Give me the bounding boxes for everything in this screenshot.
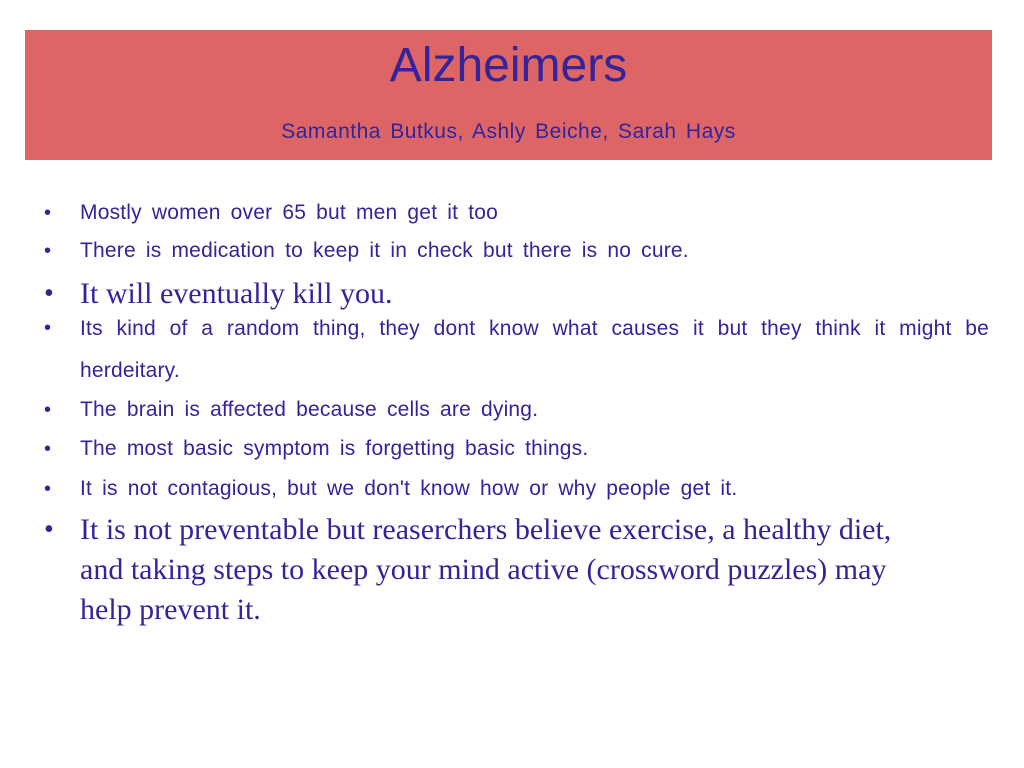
bullet-icon: • (44, 438, 52, 460)
bullet-item (44, 429, 989, 469)
bullet-item (44, 390, 989, 430)
bullet-text: Mostly women over 65 but men get it too (80, 201, 498, 224)
title-banner (25, 30, 992, 160)
bullet-text: It is not preventable but reaserchers believe exercise, a healthy diet, and taking steps to keep your mind active (crossword puzzles) may help prevent it. (80, 513, 892, 626)
bullet-text: Its kind of a random thing, they dont know what causes it but they think it might be herdeitary. (80, 317, 989, 382)
bullet-item (44, 308, 989, 392)
slide-subtitle: Samantha Butkus, Ashly Beiche, Sarah Hays (281, 120, 736, 143)
bullet-icon: • (44, 240, 52, 262)
bullet-item (44, 193, 989, 233)
bullet-icon: • (44, 202, 52, 224)
bullet-text: The most basic symptom is forgetting basic things. (80, 437, 589, 460)
bullet-icon: • (44, 399, 52, 421)
bullet-item (44, 469, 989, 509)
bullet-icon: • (44, 514, 54, 545)
bullet-text: It is not contagious, but we don't know how or why people get it. (80, 477, 738, 500)
slide-title: Alzheimers (389, 39, 628, 92)
bullet-text: The brain is affected because cells are dying. (80, 398, 539, 421)
bullet-icon: • (44, 278, 54, 309)
bullet-item (44, 231, 989, 271)
bullet-text: It will eventually kill you. (80, 277, 393, 310)
bullet-icon: • (44, 478, 52, 500)
bullet-text: There is medication to keep it in check but there is no cure. (80, 239, 689, 262)
bullet-item (44, 510, 924, 630)
bullet-icon: • (44, 317, 52, 339)
